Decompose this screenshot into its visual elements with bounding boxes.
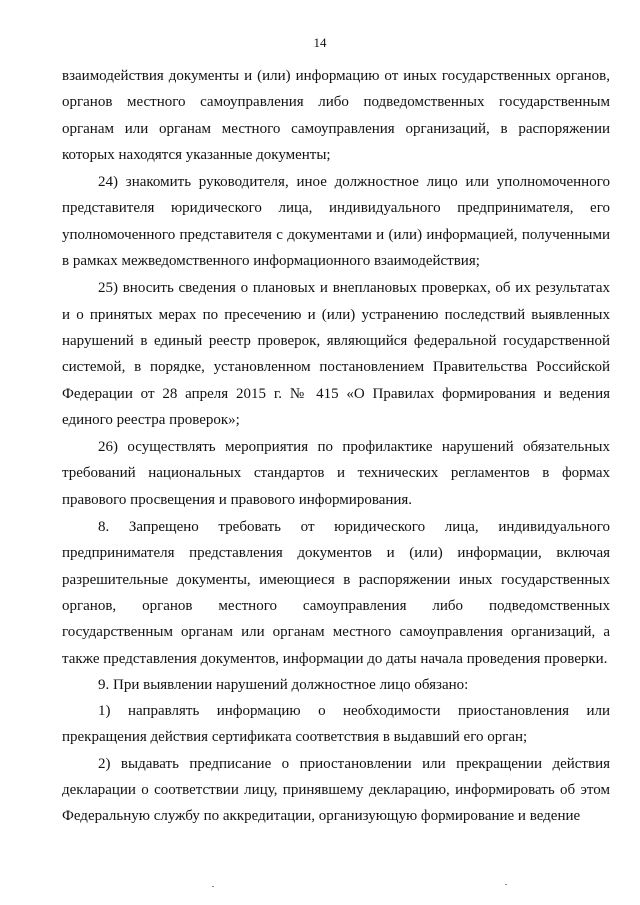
paragraph-item-24: 24) знакомить руководителя, иное должностное лицо или уполномоченного представителя юридического лица, индивидуального предпринимателя, его уполномоченного представителя с документами и (или) информацией, полученными в рамках межведомственного информационного взаимодействия;	[62, 174, 610, 270]
paragraph-item-25: 25) вносить сведения о плановых и внеплановых проверках, об их результатах и о принятых мерах по пресечению и (или) устранению последствий выявленных нарушений в единый реестр проверок, являющийся федеральной государственной системой, в порядке, установленном постановлением Правительства Российской Федерации от 28 апреля 2015 г. № 415 «О Правилах формирования и ведения единого реестра проверок»;	[62, 280, 610, 428]
scan-speck	[505, 884, 507, 885]
scan-speck	[212, 886, 214, 887]
paragraph-section-8: 8. Запрещено требовать от юридического лица, индивидуального предпринимателя представления документов и (или) информации, включая разрешительные документы, имеющиеся в распоряжении иных государственных органов, органов местного самоуправления либо подведомственных государственным органам или органам местного самоуправления организаций, а также представления документов, информации до даты начала проведения проверки.	[62, 519, 610, 667]
page-number: 14	[313, 35, 327, 50]
paragraph-section-9: 9. При выявлении нарушений должностное лицо обязано:	[98, 676, 469, 693]
document-body	[62, 63, 610, 830]
paragraph-item-26: 26) осуществлять мероприятия по профилактике нарушений обязательных требований национальных стандартов и технических регламентов в формах правового просвещения и правового информирования.	[62, 439, 610, 508]
paragraph-section-9-item-2: 2) выдавать предписание о приостановлении или прекращении действия декларации о соответствии лицу, принявшему декларацию, информировать об этом Федеральную службу по аккредитации, организующую формирование и ведение	[62, 755, 610, 825]
paragraph-continuation: взаимодействия документы и (или) информацию от иных государственных органов, органов местного самоуправления либо подведомственных государственным органам или органам местного самоуправления организаций, в распоряжении которых находятся указанные документы;	[62, 68, 610, 163]
paragraph-section-9-item-1: 1) направлять информацию о необходимости приостановления или прекращения действия сертификата соответствия в выдавший его орган;	[62, 703, 610, 746]
